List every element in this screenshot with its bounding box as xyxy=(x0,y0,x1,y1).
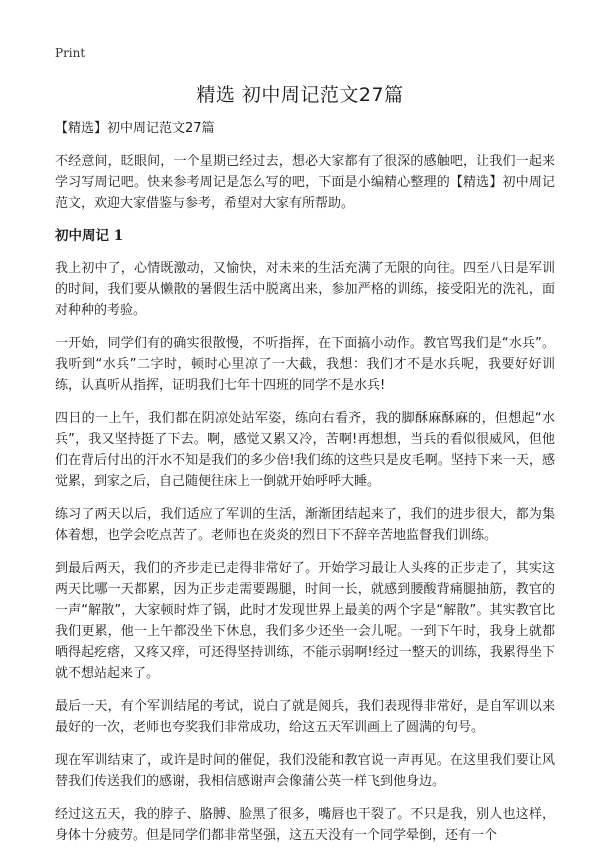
paragraph-7: 现在军训结束了，或许是时间的催促，我们没能和教官说一声再见。在这里我们要让风替我们传送我们的感谢，我相信感谢声会像蒲公英一样飞到他身边。 xyxy=(55,753,555,789)
paragraph-2: 一开始，同学们有的确实很散慢，不听指挥，在下面搞小动作。教官骂我们是“水兵”。我听到“水兵”二字时，顿时心里凉了一大截，我想：我们才不是水兵呢，我要好好训练，认真听从指挥，证明我们七年十四班的同学不是水兵! xyxy=(55,336,555,393)
article-body xyxy=(55,120,555,858)
print-link[interactable]: Print xyxy=(55,46,86,60)
paragraph-1: 我上初中了，心情既激动，又愉快，对未来的生活充满了无限的向往。四至八日是军训的时间，我们要从懒散的暑假生活中脱离出来，参加严格的训练，接受阳光的洗礼，面对种种的考验。 xyxy=(55,261,555,318)
paragraph-3: 四日的一上午，我们都在阴凉处站军姿，练向右看齐，我的脚酥麻酥麻的，但想起“水兵”，我又坚持挺了下去。啊，感觉又累又冷，苦啊!再想想，当兵的看似很威风，但他们在背后付出的汗水不知是我们的多少倍!我们练的这些只是皮毛啊。坚持下来一天，感觉累，到家之后，自己随便往床上一倒就开始呼呼大睡。 xyxy=(55,411,555,489)
page-title: 精选 初中周记范文27篇 xyxy=(196,84,404,106)
paragraph-6: 最后一天，有个军训结尾的考试，说白了就是阅兵，我们表现得非常好，是自军训以来最好的一次，老师也夸奖我们非常成功，给这五天军训画上了圆满的句号。 xyxy=(55,699,555,735)
paragraph-5: 到最后两天，我们的齐步走已走得非常好了。开始学习最让人头疼的正步走了，其实这两天比哪一天都累，因为正步走需要踢腿，时间一长，就感到腰酸背痛腿抽筋，教官的一声“解散”，大家顿时炸了锅，此时才发现世界上最美的两个字是“解散”。其实教官比我们更累，他一上午都没坐下休息，我们多少还坐一会儿呢。一到下午时，我身上就都晒得起疙瘩，又疼又痒，可还得坚持训练，不能示弱啊!经过一整天的训练，我累得坐下就不想站起来了。 xyxy=(55,561,555,681)
paragraph-8: 经过这五天，我的脖子、胳膊、脸黑了很多，嘴唇也干裂了。不只是我，别人也这样，身体十分疲劳。但是同学们都非常坚强，这五天没有一个同学晕倒，还有一个 xyxy=(55,807,555,843)
article-subtitle: 【精选】初中周记范文27篇 xyxy=(55,121,215,136)
section-heading: 初中周记 1 xyxy=(55,228,124,244)
intro-paragraph: 不经意间，眨眼间，一个星期已经过去，想必大家都有了很深的感触吧，让我们一起来学习写周记吧。快来参考周记是怎么写的吧，下面是小编精心整理的【精选】初中周记范文，欢迎大家借鉴与参考，希望对大家有所帮助。 xyxy=(55,154,555,211)
paragraph-4: 练习了两天以后，我们适应了军训的生活，渐渐团结起来了，我们的进步很大，都为集体着想，也学会吃点苦了。老师也在炎炎的烈日下不辞辛苦地监督我们训练。 xyxy=(55,507,555,543)
